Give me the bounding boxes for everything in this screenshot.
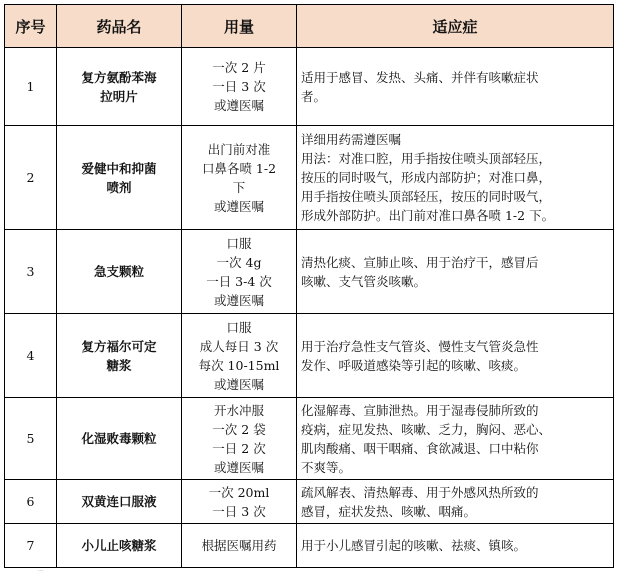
- dosage-line: 一次 20ml: [208, 484, 270, 500]
- drug-name-line: 急支颗粒: [93, 264, 144, 279]
- table-row: [5, 48, 614, 126]
- dosage-cell: [182, 480, 297, 524]
- dosage-line: 口服: [226, 235, 252, 251]
- dosage-cell: [182, 126, 297, 230]
- dosage-cell: [182, 398, 297, 480]
- indication-cell: [297, 230, 614, 314]
- drug-name-cell: [57, 126, 182, 230]
- header-index: 序号: [5, 5, 57, 48]
- row-index: 6: [5, 480, 57, 524]
- indication-line: 咳嗽、支气管炎咳嗽。: [301, 273, 427, 289]
- header-row: [5, 5, 614, 48]
- indication-line: 形成外部防护。出门前对准口鼻各喷 1-2 下。: [301, 208, 555, 223]
- indication-line: 肌肉酸痛、咽干咽痛、食欲减退、口中粘你: [301, 440, 539, 456]
- table-row: [5, 230, 614, 314]
- indication-cell: [297, 126, 614, 230]
- dosage-line: 一日 3-4 次: [206, 273, 272, 289]
- footer-mark: ...: [38, 566, 44, 573]
- drug-name-cell: [57, 480, 182, 524]
- row-index: 5: [5, 398, 57, 480]
- medicine-table: [4, 4, 614, 568]
- indication-cell: [297, 398, 614, 480]
- header-dosage: 用量: [182, 5, 297, 48]
- drug-name-line: 拉明片: [100, 88, 138, 104]
- drug-name-line: 小儿止咳糖浆: [81, 538, 157, 553]
- dosage-line: 成人每日 3 次: [199, 338, 279, 354]
- dosage-line: 开水冲服: [213, 402, 264, 418]
- indication-line: 不爽等。: [301, 459, 352, 475]
- dosage-line: 每次 10-15ml: [198, 357, 280, 373]
- drug-name-cell: [57, 314, 182, 398]
- indication-line: 用手指按住喷头顶部轻压，按压的同时吸气，: [301, 189, 552, 204]
- dosage-line: 一次 2 袋: [212, 421, 266, 437]
- indication-cell: [297, 48, 614, 126]
- dosage-line: 一次 2 片: [212, 60, 266, 75]
- drug-name-line: 糖浆: [106, 357, 132, 373]
- drug-name-line: 喷剂: [106, 179, 132, 195]
- drug-name-cell: [57, 48, 182, 126]
- indication-line: 详细用药需遵医嘱: [301, 132, 402, 147]
- table-row: [5, 314, 614, 398]
- dosage-cell: [182, 230, 297, 314]
- indication-line: 按压的同时吸气，形成内部防护；对准口鼻，: [301, 170, 552, 185]
- dosage-line: 口鼻各喷 1-2: [201, 160, 277, 176]
- dosage-cell: [182, 48, 297, 126]
- indication-line: 感冒，症状发热、咳嗽、咽痛。: [301, 503, 477, 519]
- dosage-line: 下: [232, 179, 246, 195]
- indication-line: 用于小儿感冒引起的咳嗽、祛痰、镇咳。: [301, 538, 527, 553]
- drug-name-line: 化湿败毒颗粒: [81, 431, 157, 446]
- dosage-cell: [182, 314, 297, 398]
- row-index: 4: [5, 314, 57, 398]
- dosage-line: 一日 3 次: [212, 503, 266, 519]
- row-index: 7: [5, 524, 57, 568]
- indication-line: 适用于感冒、发热、头痛、并伴有咳嗽症状: [301, 69, 539, 85]
- indication-line: 疏风解表、清热解毒、用于外感风热所致的: [301, 484, 539, 500]
- dosage-line: 出门前对准: [207, 141, 271, 157]
- indication-line: 用于治疗急性支气管炎、慢性支气管炎急性: [301, 338, 539, 354]
- indication-line: 清热化痰、宣肺止咳、用于治疗干，感冒后: [301, 254, 539, 270]
- table-row: [5, 398, 614, 480]
- table-row: [5, 524, 614, 568]
- drug-name-cell: [57, 398, 182, 480]
- drug-name-line: 复方氨酚苯海: [81, 69, 157, 85]
- drug-name-cell: [57, 524, 182, 568]
- table-row: [5, 480, 614, 524]
- dosage-line: 或遵医嘱: [213, 376, 264, 392]
- row-index: 1: [5, 48, 57, 126]
- table-row: [5, 126, 614, 230]
- header-drug-name: 药品名: [57, 5, 182, 48]
- indication-line: 者。: [301, 88, 327, 104]
- indication-line: 化湿解毒、宣肺泄热。用于湿毒侵肺所致的: [301, 402, 539, 418]
- indication-line: 用法：对准口腔，用手指按住喷头顶部轻压，: [301, 151, 552, 166]
- drug-name-line: 双黄连口服液: [81, 494, 157, 509]
- dosage-cell: [182, 524, 297, 568]
- indication-line: 疫病，症见发热、咳嗽、乏力，胸闷、恶心、: [301, 421, 552, 437]
- dosage-line: 或遵医嘱: [213, 98, 264, 113]
- row-index: 2: [5, 126, 57, 230]
- drug-name-cell: [57, 230, 182, 314]
- indication-cell: [297, 314, 614, 398]
- dosage-line: 一日 3 次: [212, 79, 266, 94]
- drug-name-line: 复方福尔可定: [81, 338, 157, 354]
- dosage-line: 一次 4g: [216, 254, 262, 270]
- header-indication: 适应症: [297, 5, 614, 48]
- dosage-line: 根据医嘱用药: [201, 538, 277, 553]
- dosage-line: 或遵医嘱: [213, 459, 264, 475]
- indication-cell: [297, 524, 614, 568]
- dosage-line: 或遵医嘱: [213, 292, 264, 308]
- dosage-line: 或遵医嘱: [213, 198, 264, 214]
- dosage-line: 口服: [226, 319, 252, 335]
- indication-line: 发作、呼吸道感染等引起的咳嗽、咳痰。: [301, 357, 527, 373]
- drug-name-line: 爱健中和抑菌: [81, 160, 157, 176]
- dosage-line: 一日 2 次: [212, 440, 266, 456]
- indication-cell: [297, 480, 614, 524]
- row-index: 3: [5, 230, 57, 314]
